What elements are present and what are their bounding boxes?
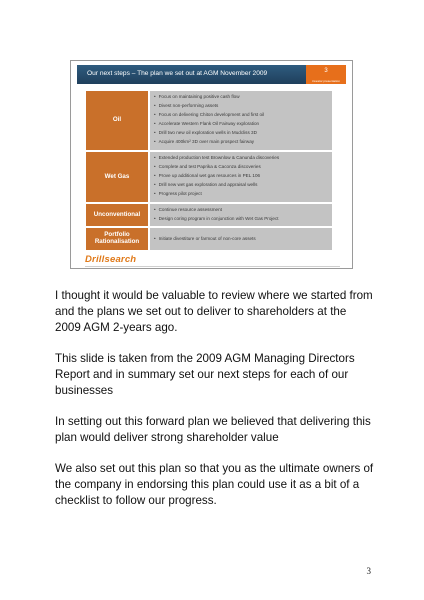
paragraph: This slide is taken from the 2009 AGM Managing Directors Report and in summary set our next steps for each of our businesses: [55, 352, 355, 397]
slide-image: [70, 60, 353, 269]
list-item: • Drill new wet gas exploration and appraisal wells: [154, 181, 328, 190]
list-item: • Divest non-performing assets: [154, 102, 328, 111]
page-number: 3: [366, 566, 371, 576]
list-item: • Prove up additional wet gas resources in PEL 106: [154, 172, 328, 181]
paragraph: We also set out this plan so that you as the ultimate owners of the company in endorsing this plan could use it as a bit of a checklist to follow our progress.: [55, 462, 374, 507]
notes-body: [55, 288, 375, 524]
plan-row-wet-gas: [86, 152, 332, 204]
plan-table: [86, 91, 332, 252]
list-item: • Drill two new oil exploration wells in Mudcliss 3D: [154, 129, 328, 138]
list-item: • Complete and test Paprika & Caconza discoveries: [154, 163, 328, 172]
company-logo: Drillsearch: [85, 254, 137, 265]
plan-row-unconventional: [86, 204, 332, 228]
plan-row-portfolio: [86, 228, 332, 252]
list-item: • Design coring program in conjunction with Wet Gas Project: [154, 215, 328, 224]
list-item: • Extended production test Brownlow & Canunda discoveries: [154, 154, 328, 163]
paragraph: I thought it would be valuable to review where we started from and the plans we set out to deliver to shareholders at the 2009 AGM 2-years ago.: [55, 289, 373, 334]
row-label: Unconventional: [86, 204, 150, 226]
slide-title: Our next steps – The plan we set out at AGM November 2009: [87, 70, 268, 77]
list-item: • Focus on maintaining positive cash flow: [154, 93, 328, 102]
list-item: • Accelerate Western Flank Oil Fairway exploration: [154, 120, 328, 129]
list-item: • Focus on delivering Chiton development and first oil: [154, 111, 328, 120]
list-item: • Acquire 400km² 3D over main prospect fairway: [154, 138, 328, 147]
slide-number-caption: investor presentation: [312, 79, 340, 83]
list-item: • Continue resource assessment: [154, 206, 328, 215]
list-item: • Initiate divestiture or farmout of non-core assets: [154, 235, 256, 244]
slide-header: [77, 65, 346, 84]
row-label: Oil: [86, 91, 150, 150]
footer-divider: [85, 266, 340, 267]
slide-number: 3: [324, 68, 328, 74]
paragraph: In setting out this forward plan we believed that delivering this plan would deliver strong shareholder value: [55, 415, 371, 444]
row-label: Wet Gas: [86, 152, 150, 202]
plan-row-oil: [86, 91, 332, 152]
list-item: • Progress pilot project: [154, 190, 328, 199]
row-label: Portfolio Rationalisation: [86, 228, 150, 250]
slide-number-badge: [306, 65, 346, 84]
